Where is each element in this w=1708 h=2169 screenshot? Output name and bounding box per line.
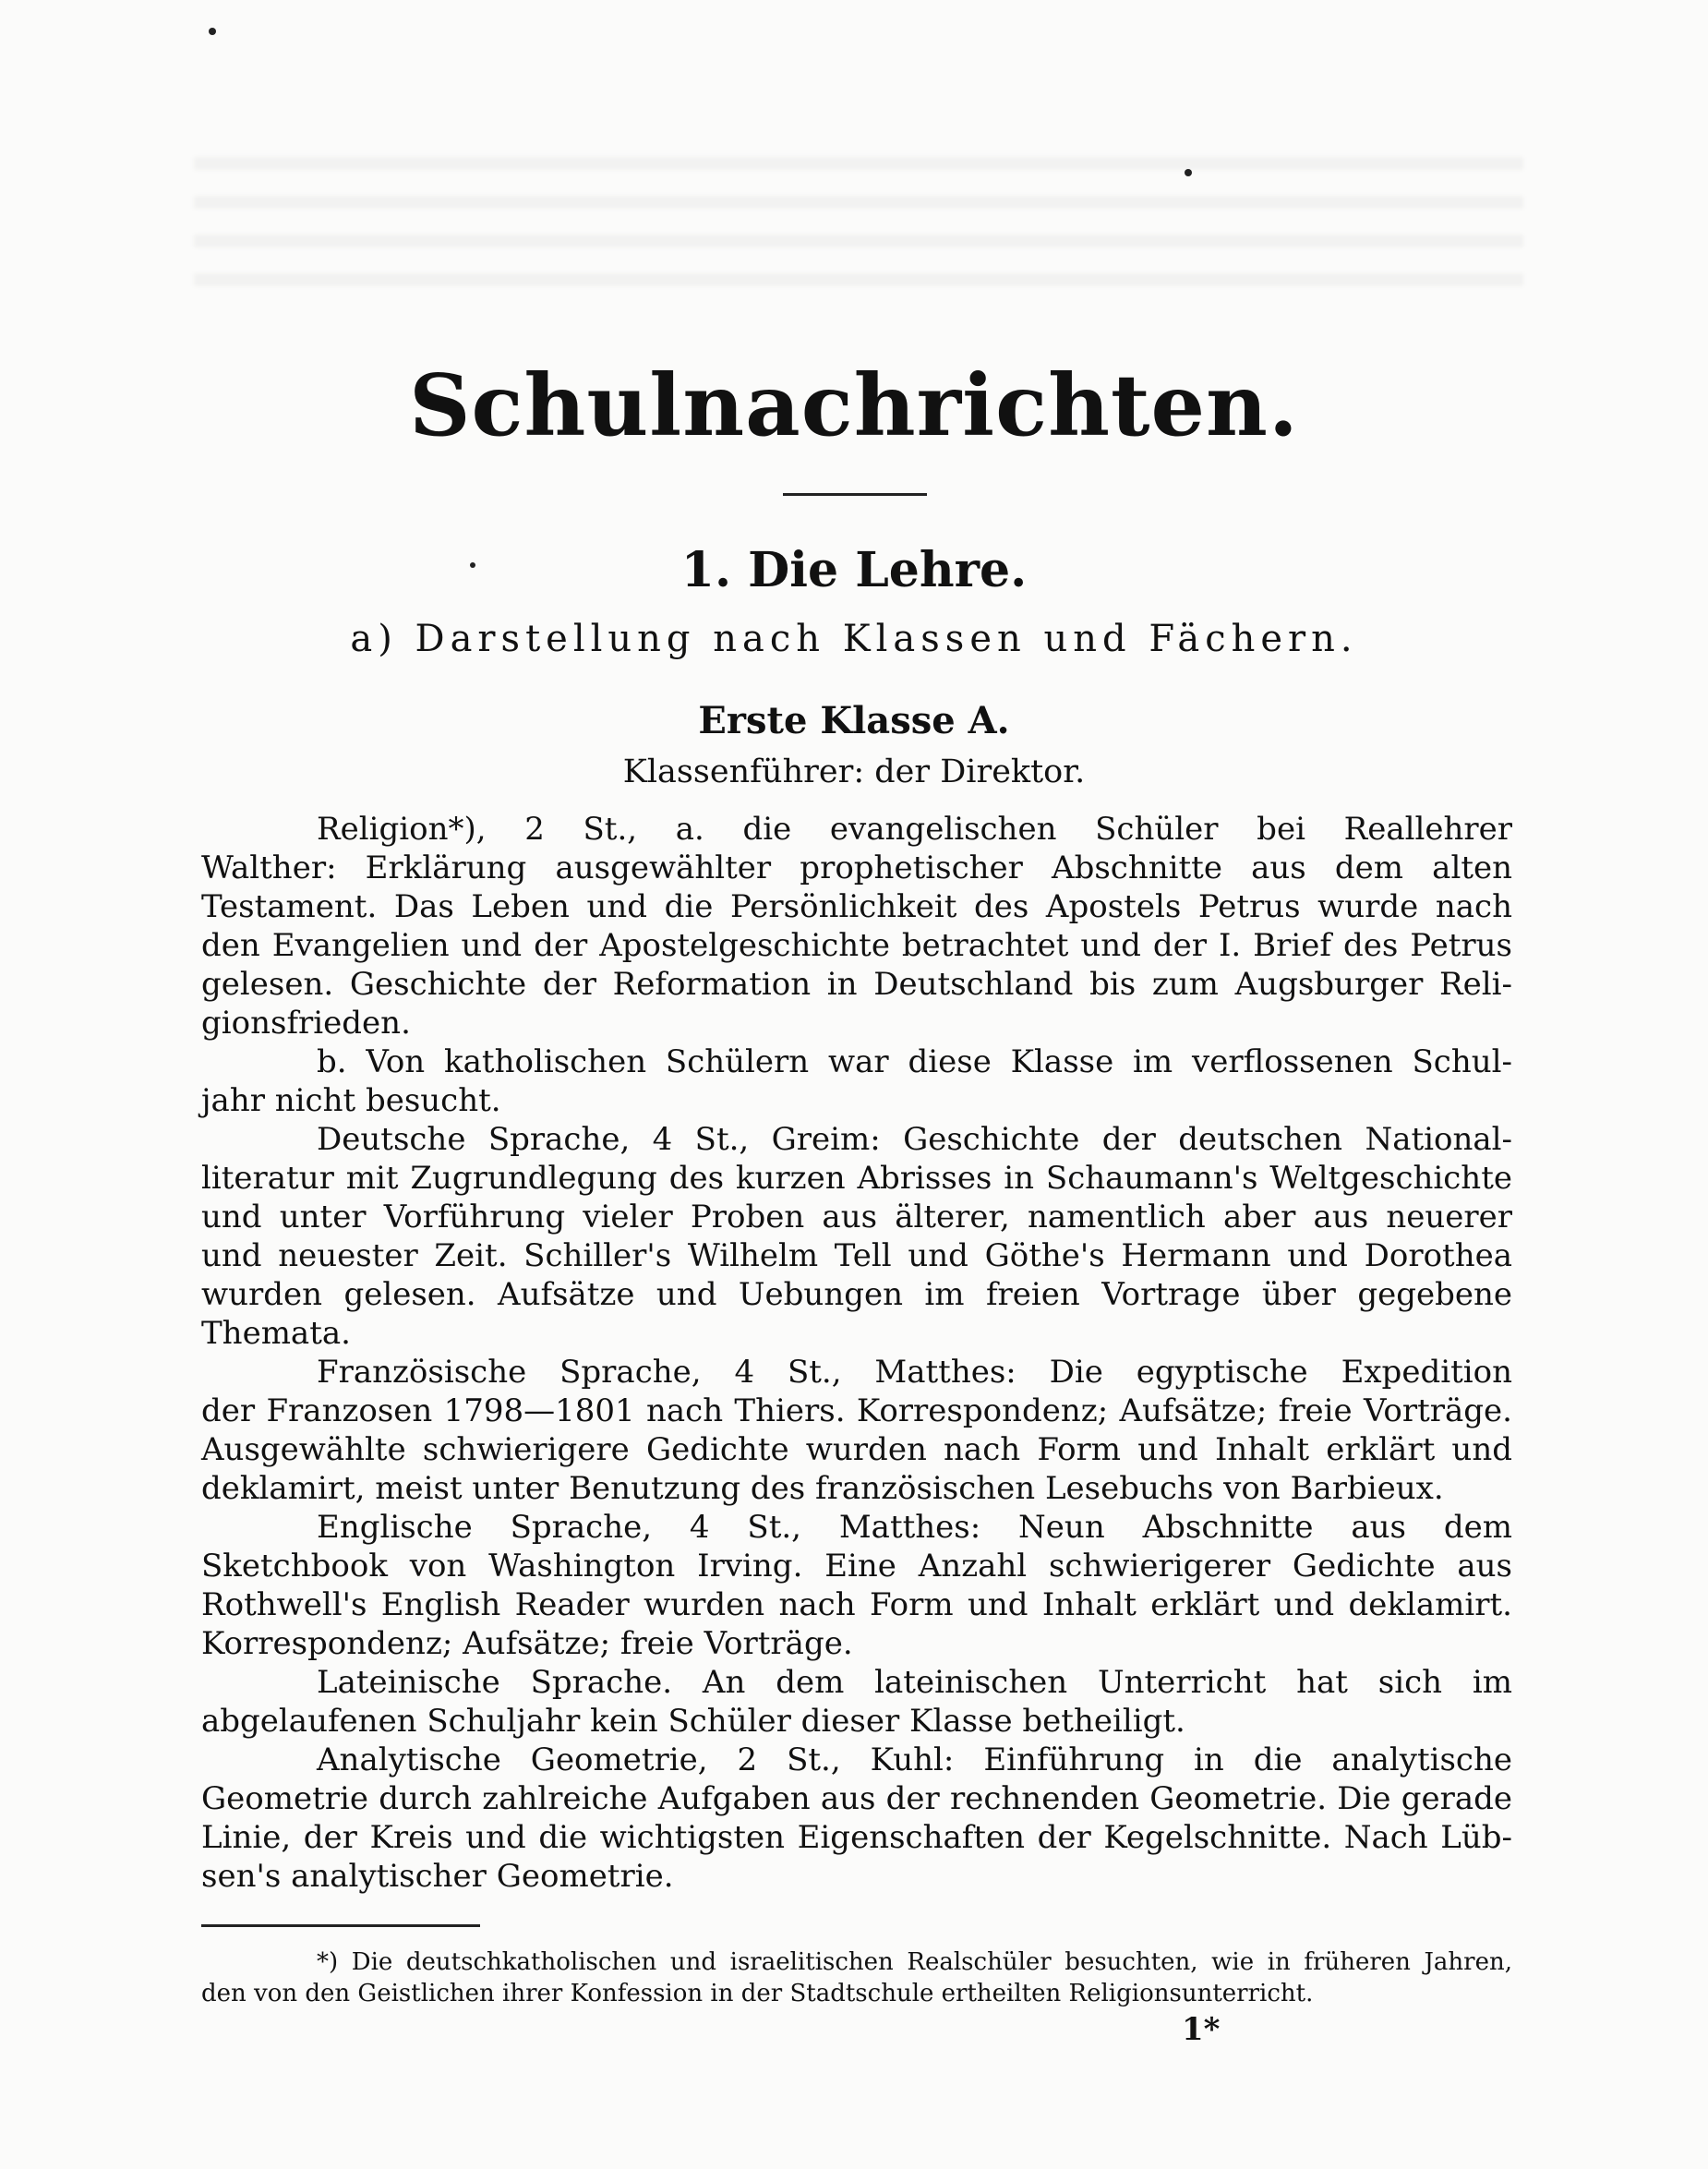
body-line: sen's analytischer Geometrie. (201, 1858, 674, 1895)
body-line: Korrespondenz; Aufsätze; freie Vorträge. (201, 1625, 853, 1662)
body-line: Walther: Erklärung ausgewählter prophetischer Abschnitte aus dem alten (201, 850, 1512, 886)
body-line: Sketchbook von Washington Irving. Eine Anzahl schwierigerer Gedichte aus (201, 1548, 1512, 1585)
class-heading: Erste Klasse A. (698, 699, 1010, 742)
ink-speck (209, 28, 216, 35)
body-line: Analytische Geometrie, 2 St., Kuhl: Einführung in die analytische (317, 1741, 1512, 1778)
body-line: Rothwell's English Reader wurden nach Form und Inhalt erklärt und deklamirt. (201, 1586, 1512, 1623)
subheading: a) Darstellung nach Klassen und Fächern. (350, 618, 1358, 660)
body-line: den Evangelien und der Apostelgeschichte betrachtet und der I. Brief des Petrus (201, 927, 1512, 964)
class-leader: Klassenführer: der Direktor. (622, 753, 1086, 790)
footnote-rule (201, 1924, 480, 1927)
body-line: Testament. Das Leben und die Persönlichkeit des Apostels Petrus wurde nach (201, 888, 1512, 925)
body-line: Linie, der Kreis und die wichtigsten Eigenschaften der Kegelschnitte. Nach Lüb- (201, 1819, 1512, 1856)
ink-speck (1185, 169, 1192, 176)
footnote-line: *) Die deutschkatholischen und israelitischen Realschüler besuchten, wie in früheren Jahren, (317, 1948, 1512, 1976)
body-line: Religion*), 2 St., a. die evangelischen Schüler bei Reallehrer (317, 811, 1512, 848)
body-line: Deutsche Sprache, 4 St., Greim: Geschichte der deutschen National- (317, 1121, 1512, 1158)
body-line: Französische Sprache, 4 St., Matthes: Die egyptische Expedition (317, 1354, 1512, 1391)
title-rule (783, 493, 927, 496)
section-heading: 1. Die Lehre. (680, 542, 1028, 598)
body-line: Ausgewählte schwierigere Gedichte wurden nach Form und Inhalt erklärt und (201, 1431, 1512, 1468)
body-line: und unter Vorführung vieler Proben aus älterer, namentlich aber aus neuerer (201, 1199, 1512, 1235)
body-line: wurden gelesen. Aufsätze und Uebungen im freien Vortrage über gegebene (201, 1276, 1512, 1313)
body-line: abgelaufenen Schuljahr kein Schüler dieser Klasse betheiligt. (201, 1703, 1185, 1740)
body-line: gionsfrieden. (201, 1005, 411, 1042)
body-line: und neuester Zeit. Schiller's Wilhelm Tell und Göthe's Hermann und Dorothea (201, 1237, 1512, 1274)
page-title: Schulnachrichten. (409, 355, 1299, 455)
body-line: jahr nicht besucht. (201, 1082, 501, 1119)
body-line: deklamirt, meist unter Benutzung des französischen Lesebuchs von Barbieux. (201, 1470, 1444, 1507)
body-line: der Franzosen 1798—1801 nach Thiers. Korrespondenz; Aufsätze; freie Vorträge. (201, 1392, 1512, 1429)
body-line: Englische Sprache, 4 St., Matthes: Neun Abschnitte aus dem (317, 1509, 1512, 1546)
body-line: Geometrie durch zahlreiche Aufgaben aus der rechnenden Geometrie. Die gerade (201, 1780, 1512, 1817)
body-line: gelesen. Geschichte der Reformation in Deutschland bis zum Augsburger Reli- (201, 966, 1512, 1003)
body-line: literatur mit Zugrundlegung des kurzen Abrisses in Schaumann's Weltgeschichte (201, 1160, 1512, 1197)
body-line: Lateinische Sprache. An dem lateinischen Unterricht hat sich im (317, 1664, 1512, 1701)
page-number: 1* (1182, 2011, 1221, 2048)
body-line: Themata. (201, 1315, 351, 1352)
bleed-through-shadow (194, 157, 1523, 295)
footnote-line: den von den Geistlichen ihrer Konfession in der Stadtschule ertheilten Religionsunterricht. (201, 1980, 1314, 2007)
body-line: b. Von katholischen Schülern war diese Klasse im verflossenen Schul- (317, 1043, 1512, 1080)
